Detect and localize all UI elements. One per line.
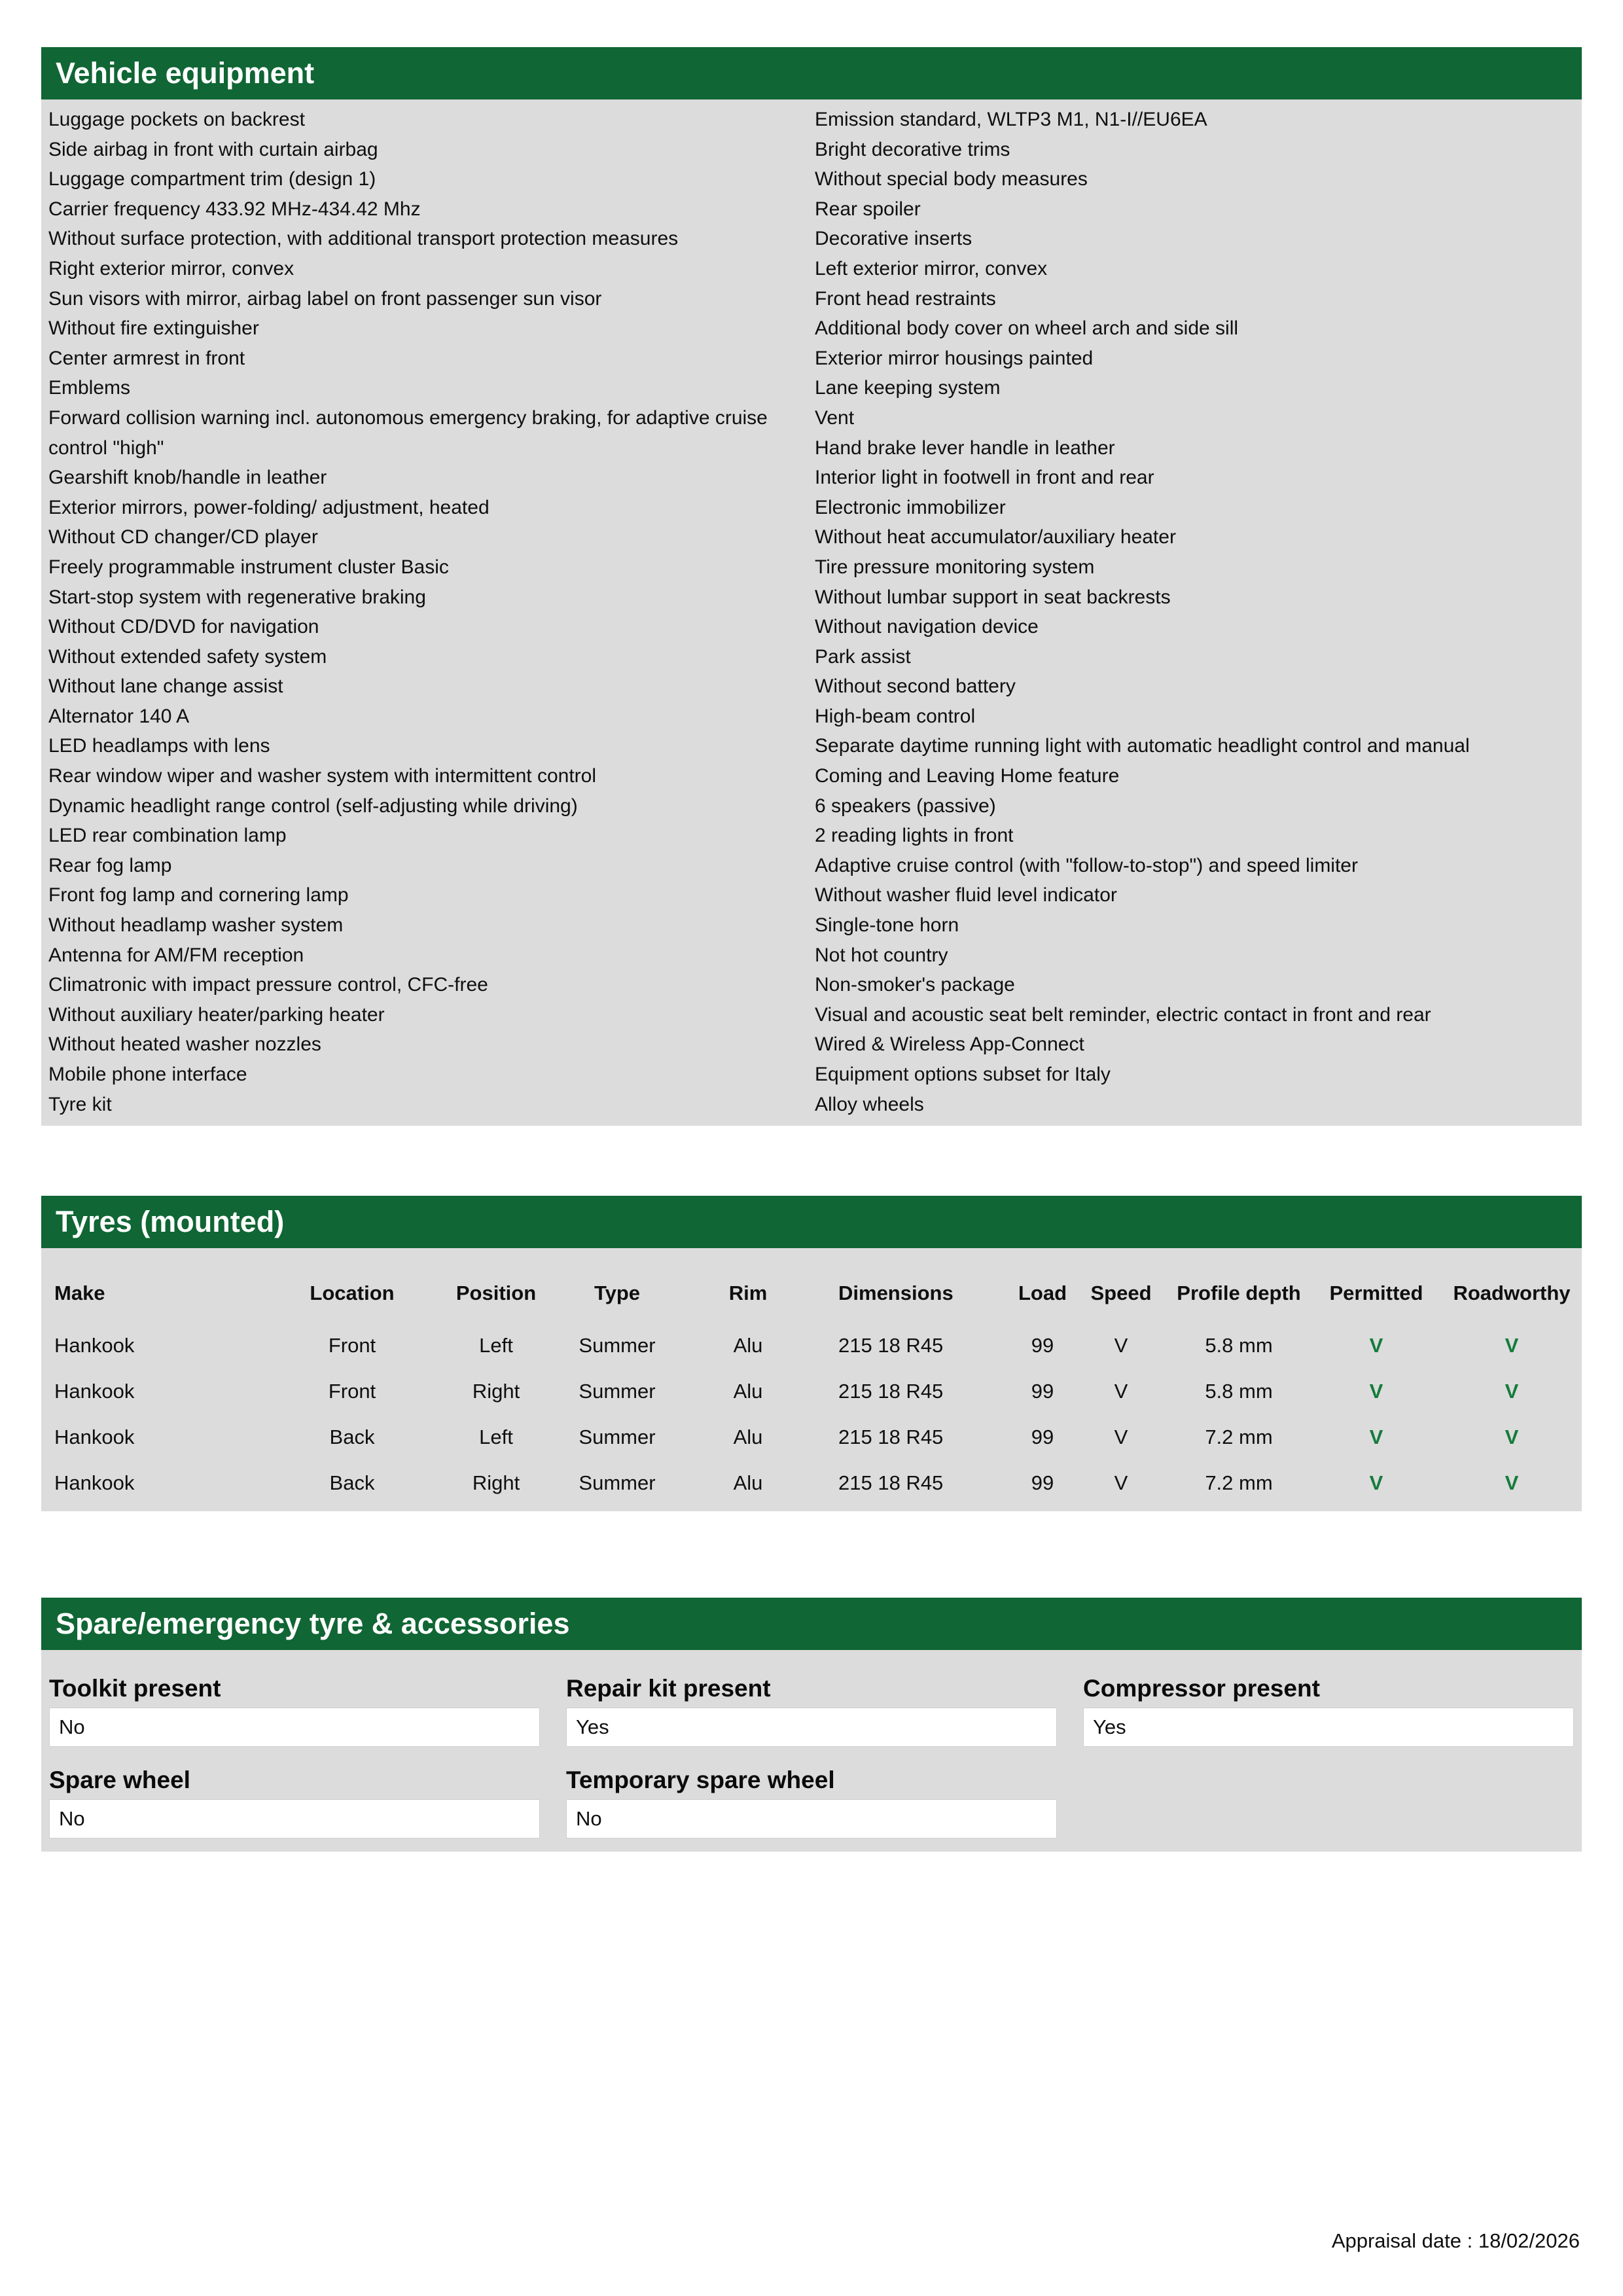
tyre-cell-position: Right — [472, 1471, 520, 1495]
equipment-item: High-beam control — [815, 705, 976, 727]
tyres-column-location: Location — [310, 1282, 395, 1305]
equipment-item: Electronic immobilizer — [815, 496, 1006, 518]
vehicle-equipment-title: Vehicle equipment — [56, 56, 315, 90]
tyre-cell-profile-depth: 7.2 mm — [1205, 1471, 1273, 1495]
tyre-cell-load: 99 — [1031, 1380, 1054, 1403]
equipment-item: Dynamic headlight range control (self-adjusting while driving) — [48, 795, 578, 817]
equipment-item: Without headlamp washer system — [48, 914, 344, 937]
tyres-column-make: Make — [54, 1282, 105, 1305]
permitted-check: V — [1369, 1471, 1383, 1495]
equipment-item: Right exterior mirror, convex — [48, 257, 294, 279]
tyres-column-profile-depth: Profile depth — [1177, 1282, 1301, 1305]
tyre-cell-profile-depth: 5.8 mm — [1205, 1380, 1273, 1403]
equipment-item: Rear window wiper and washer system with intermittent control — [48, 765, 596, 787]
equipment-item: Equipment options subset for Italy — [815, 1064, 1111, 1085]
equipment-item: Adaptive cruise control (with "follow-to-stop") and speed limiter — [815, 854, 1358, 876]
tyres-column-rim: Rim — [728, 1282, 768, 1305]
tyre-cell-position: Left — [479, 1334, 513, 1357]
tyre-cell-location: Back — [329, 1471, 375, 1495]
spare-field — [566, 1768, 1057, 1839]
equipment-item: Without auxiliary heater/parking heater — [48, 1003, 385, 1026]
equipment-item: Luggage compartment trim (design 1) — [48, 168, 376, 190]
spare-field-value: No — [49, 1799, 540, 1839]
equipment-item: Start-stop system with regenerative braking — [48, 586, 426, 608]
equipment-item: Front fog lamp and cornering lamp — [48, 884, 349, 906]
equipment-item: Without fire extinguisher — [48, 317, 259, 340]
tyres-body — [41, 1248, 1582, 1511]
equipment-item: Emission standard, WLTP3 M1, N1-I//EU6EA — [815, 109, 1207, 130]
equipment-item: Left exterior mirror, convex — [815, 257, 1048, 279]
tyre-cell-position: Right — [472, 1380, 520, 1403]
equipment-item: Alternator 140 A — [48, 705, 190, 727]
equipment-item: Interior light in footwell in front and rear — [815, 467, 1154, 489]
equipment-item: Tyre kit — [48, 1093, 112, 1115]
spare-field — [49, 1768, 540, 1839]
equipment-item: Without extended safety system — [48, 645, 327, 668]
permitted-check: V — [1369, 1380, 1383, 1403]
equipment-item: Hand brake lever handle in leather — [815, 437, 1115, 459]
equipment-item: Visual and acoustic seat belt reminder, electric contact in front and rear — [815, 1003, 1431, 1026]
roadworthy-check: V — [1505, 1471, 1519, 1495]
tyres-column-position: Position — [455, 1282, 537, 1305]
equipment-item: Mobile phone interface — [48, 1064, 247, 1085]
equipment-item: LED rear combination lamp — [48, 825, 287, 847]
spare-fields-row-1 — [49, 1676, 1574, 1747]
equipment-item: Gearshift knob/handle in leather — [48, 467, 327, 489]
tyres-column-type: Type — [594, 1282, 641, 1305]
tyres-title: Tyres (mounted) — [56, 1205, 285, 1239]
equipment-item: Rear fog lamp — [48, 854, 172, 876]
spare-field-label: Compressor present — [1083, 1675, 1320, 1702]
equipment-item: LED headlamps with lens — [48, 735, 270, 757]
tyre-cell-dimensions: 215 18 R45 — [838, 1380, 944, 1403]
equipment-item: Without CD/DVD for navigation — [48, 616, 319, 638]
equipment-item: Bright decorative trims — [815, 138, 1010, 160]
tyres-column-roadworthy: Roadworthy — [1453, 1282, 1571, 1305]
spare-field — [1083, 1676, 1574, 1747]
tyre-row — [41, 1323, 1582, 1369]
tyre-cell-dimensions: 215 18 R45 — [838, 1471, 944, 1495]
appraisal-date — [1332, 2229, 1580, 2253]
equipment-item: Exterior mirror housings painted — [815, 347, 1094, 369]
tyre-cell-type: Summer — [579, 1426, 656, 1449]
tyre-cell-speed: V — [1114, 1471, 1128, 1495]
equipment-item: Tire pressure monitoring system — [815, 556, 1095, 578]
equipment-item: Without navigation device — [815, 616, 1039, 638]
tyre-cell-rim: Alu — [733, 1334, 763, 1357]
equipment-item: Luggage pockets on backrest — [48, 109, 305, 130]
tyre-row — [41, 1414, 1582, 1460]
permitted-check: V — [1369, 1426, 1383, 1449]
spare-field — [49, 1676, 540, 1747]
tyre-cell-profile-depth: 7.2 mm — [1205, 1426, 1273, 1449]
tyre-cell-rim: Alu — [733, 1426, 763, 1449]
equipment-item: Alloy wheels — [815, 1093, 924, 1115]
tyres-column-speed: Speed — [1090, 1282, 1152, 1305]
equipment-right-column — [815, 105, 1582, 1119]
tyres-section — [41, 1196, 1582, 1511]
equipment-item: Exterior mirrors, power-folding/ adjustment, heated — [48, 496, 490, 518]
tyre-cell-load: 99 — [1031, 1334, 1054, 1357]
equipment-item: Coming and Leaving Home feature — [815, 765, 1120, 787]
equipment-item: Without heated washer nozzles — [48, 1033, 321, 1056]
roadworthy-check: V — [1505, 1380, 1519, 1403]
tyres-column-permitted: Permitted — [1329, 1282, 1423, 1305]
equipment-item: Center armrest in front — [48, 347, 245, 369]
tyre-cell-type: Summer — [579, 1380, 656, 1403]
spare-title: Spare/emergency tyre & accessories — [56, 1607, 570, 1641]
tyre-cell-rim: Alu — [733, 1380, 763, 1403]
tyre-cell-profile-depth: 5.8 mm — [1205, 1334, 1273, 1357]
equipment-item: Park assist — [815, 645, 911, 668]
spare-fields-row-2 — [49, 1768, 1574, 1839]
spare-section — [41, 1598, 1582, 1852]
tyre-cell-location: Front — [328, 1334, 376, 1357]
equipment-item: Vent — [815, 406, 855, 429]
roadworthy-check: V — [1505, 1426, 1519, 1449]
equipment-item: 2 reading lights in front — [815, 825, 1014, 847]
equipment-item: Rear spoiler — [815, 198, 921, 220]
equipment-item: Single-tone horn — [815, 914, 959, 937]
roadworthy-check: V — [1505, 1334, 1519, 1357]
equipment-item: Not hot country — [815, 944, 948, 966]
equipment-item: 6 speakers (passive) — [815, 795, 996, 817]
equipment-item: Non-smoker's package — [815, 974, 1015, 996]
tyres-header — [41, 1196, 1582, 1248]
tyre-row — [41, 1460, 1582, 1506]
tyre-cell-make: Hankook — [54, 1471, 135, 1495]
tyres-header-row — [41, 1264, 1582, 1323]
vehicle-equipment-header — [41, 47, 1582, 99]
equipment-item: Decorative inserts — [815, 228, 972, 250]
spare-field-value: Yes — [566, 1708, 1057, 1747]
tyre-row — [41, 1369, 1582, 1414]
permitted-check: V — [1369, 1334, 1383, 1357]
equipment-item: Sun visors with mirror, airbag label on front passenger sun visor — [48, 287, 602, 310]
equipment-item: Wired & Wireless App-Connect — [815, 1033, 1084, 1056]
equipment-item: Without washer fluid level indicator — [815, 884, 1117, 906]
equipment-item: Additional body cover on wheel arch and side sill — [815, 317, 1239, 340]
spare-field-label: Spare wheel — [49, 1767, 190, 1794]
equipment-item: Without surface protection, with additional transport protection measures — [48, 228, 679, 250]
equipment-item: Without second battery — [815, 675, 1016, 698]
tyre-cell-dimensions: 215 18 R45 — [838, 1426, 944, 1449]
spare-header — [41, 1598, 1582, 1650]
tyre-cell-position: Left — [479, 1426, 513, 1449]
equipment-item: Carrier frequency 433.92 MHz-434.42 Mhz — [48, 198, 421, 220]
tyre-cell-location: Back — [329, 1426, 375, 1449]
tyre-cell-speed: V — [1114, 1334, 1128, 1357]
spare-field-label: Repair kit present — [566, 1675, 771, 1702]
tyres-column-load: Load — [1018, 1282, 1067, 1305]
equipment-item: Without lumbar support in seat backrests — [815, 586, 1171, 608]
equipment-item: Emblems — [48, 377, 131, 399]
spare-field-value: Yes — [1083, 1708, 1574, 1747]
tyre-cell-make: Hankook — [54, 1334, 135, 1357]
vehicle-equipment-section — [41, 47, 1582, 1126]
vehicle-equipment-body — [41, 99, 1582, 1126]
equipment-item: Lane keeping system — [815, 377, 1001, 399]
tyre-cell-load: 99 — [1031, 1471, 1054, 1495]
equipment-item: Climatronic with impact pressure control, CFC-free — [48, 974, 488, 996]
spare-field-label: Temporary spare wheel — [566, 1767, 835, 1794]
equipment-item: Front head restraints — [815, 287, 996, 310]
equipment-item: Without heat accumulator/auxiliary heater — [815, 526, 1176, 548]
spare-field — [566, 1676, 1057, 1747]
tyre-cell-dimensions: 215 18 R45 — [838, 1334, 944, 1357]
tyre-cell-location: Front — [328, 1380, 376, 1403]
tyre-cell-load: 99 — [1031, 1426, 1054, 1449]
equipment-item: Forward collision warning incl. autonomous emergency braking, for adaptive cruise control "high" — [48, 406, 768, 459]
spare-field-value: No — [49, 1708, 540, 1747]
tyres-column-dimensions: Dimensions — [838, 1282, 954, 1305]
tyre-cell-rim: Alu — [733, 1471, 763, 1495]
spare-body — [41, 1650, 1582, 1852]
equipment-item: Without CD changer/CD player — [48, 526, 318, 548]
tyre-cell-speed: V — [1114, 1380, 1128, 1403]
tyre-cell-make: Hankook — [54, 1426, 135, 1449]
tyre-cell-type: Summer — [579, 1471, 656, 1495]
equipment-item: Antenna for AM/FM reception — [48, 944, 304, 966]
spare-field-value: No — [566, 1799, 1057, 1839]
tyre-cell-make: Hankook — [54, 1380, 135, 1403]
appraisal-date-text: Appraisal date : 18/02/2026 — [1331, 2229, 1580, 2252]
equipment-item: Freely programmable instrument cluster Basic — [48, 556, 449, 578]
equipment-item: Side airbag in front with curtain airbag — [48, 138, 378, 160]
tyre-cell-speed: V — [1114, 1426, 1128, 1449]
equipment-left-column — [41, 105, 815, 1119]
tyre-cell-type: Summer — [579, 1334, 656, 1357]
equipment-item: Without special body measures — [815, 168, 1088, 190]
equipment-item: Separate daytime running light with automatic headlight control and manual — [815, 735, 1470, 757]
equipment-item: Without lane change assist — [48, 675, 283, 698]
tyres-table — [41, 1264, 1582, 1506]
spare-field-label: Toolkit present — [49, 1675, 221, 1702]
